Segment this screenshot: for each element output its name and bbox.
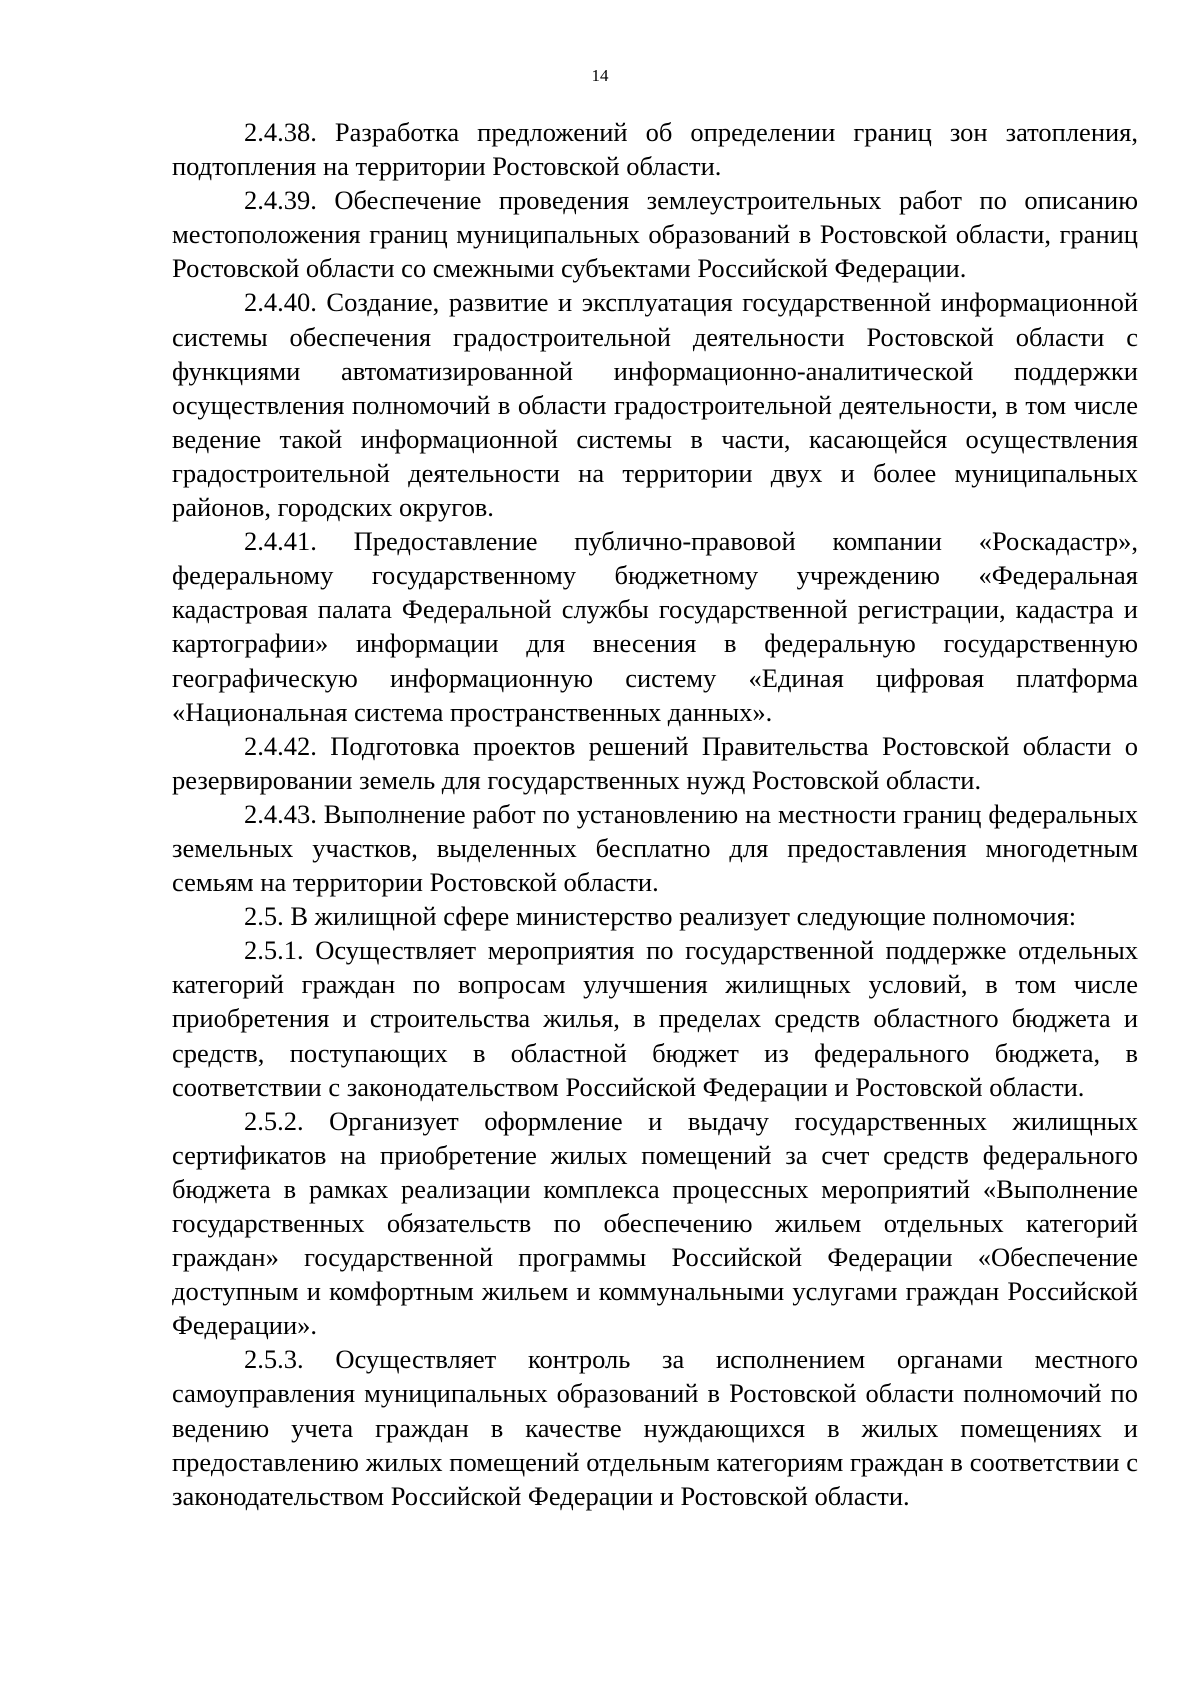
paragraph-2-5-2: 2.5.2. Организует оформление и выдачу государственных жилищных сертификатов на приобретение жилых помещений за счет средств федерального бюджета в рамках реализации комплекса процессных мероприятий «Выполнение государственных обязательств по обеспечению жильем отдельных категорий граждан» государственной программы Российской Федерации «Обеспечение доступным и комфортным жильем и коммунальными услугами граждан Российской Федерации». bbox=[172, 1105, 1138, 1341]
paragraph-2-4-43: 2.4.43. Выполнение работ по установлению на местности границ федеральных земельных участков, выделенных бесплатно для предоставления многодетным семьям на территории Ростовской области. bbox=[172, 798, 1138, 898]
paragraph-2-4-39: 2.4.39. Обеспечение проведения землеустроительных работ по описанию местоположения границ муниципальных образований в Ростовской области, границ Ростовской области со смежными субъектами Российской Федерации. bbox=[172, 185, 1138, 284]
paragraph-2-4-41: 2.4.41. Предоставление публично-правовой компании «Роскадастр», федеральному государственному бюджетному учреждению «Федеральная кадастровая палата Федеральной службы государственной регистрации, кадастра и картографии» информации для внесения в федеральную государственную географическую информационную систему «Единая цифровая платформа «Национальная система пространственных данных». bbox=[172, 526, 1138, 727]
document-body bbox=[172, 115, 1138, 1513]
paragraph-2-4-42: 2.4.42. Подготовка проектов решений Правительства Ростовской области о резервировании земель для государственных нужд Ростовской области. bbox=[172, 730, 1138, 795]
paragraph-2-5: 2.5. В жилищной сфере министерство реализует следующие полномочия: bbox=[244, 901, 1077, 932]
paragraph-2-5-3: 2.5.3. Осуществляет контроль за исполнением органами местного самоуправления муниципальных образований в Ростовской области полномочий по ведению учета граждан в качестве нуждающихся в жилых помещениях и предоставлению жилых помещений отдельным категориям граждан в соответствии с законодательством Российской Федерации и Ростовской области. bbox=[172, 1344, 1138, 1511]
paragraph-2-4-40: 2.4.40. Создание, развитие и эксплуатация государственной информационной системы обеспечения градостроительной деятельности Ростовской области с функциями автоматизированной информационно-аналитической поддержки осуществления полномочий в области градостроительной деятельности, в том числе ведение такой информационной системы в части, касающейся осуществления градостроительной деятельности на территории двух и более муниципальных районов, городских округов. bbox=[172, 287, 1138, 523]
paragraph-2-5-1: 2.5.1. Осуществляет мероприятия по государственной поддержке отдельных категорий граждан по вопросам улучшения жилищных условий, в том числе приобретения и строительства жилья, в пределах средств областного бюджета и средств, поступающих в областной бюджет из федерального бюджета, в соответствии с законодательством Российской Федерации и Ростовской области. bbox=[172, 935, 1138, 1102]
paragraph-2-4-38: 2.4.38. Разработка предложений об определении границ зон затопления, подтопления на территории Ростовской области. bbox=[172, 117, 1138, 182]
page-number: 14 bbox=[591, 66, 609, 85]
